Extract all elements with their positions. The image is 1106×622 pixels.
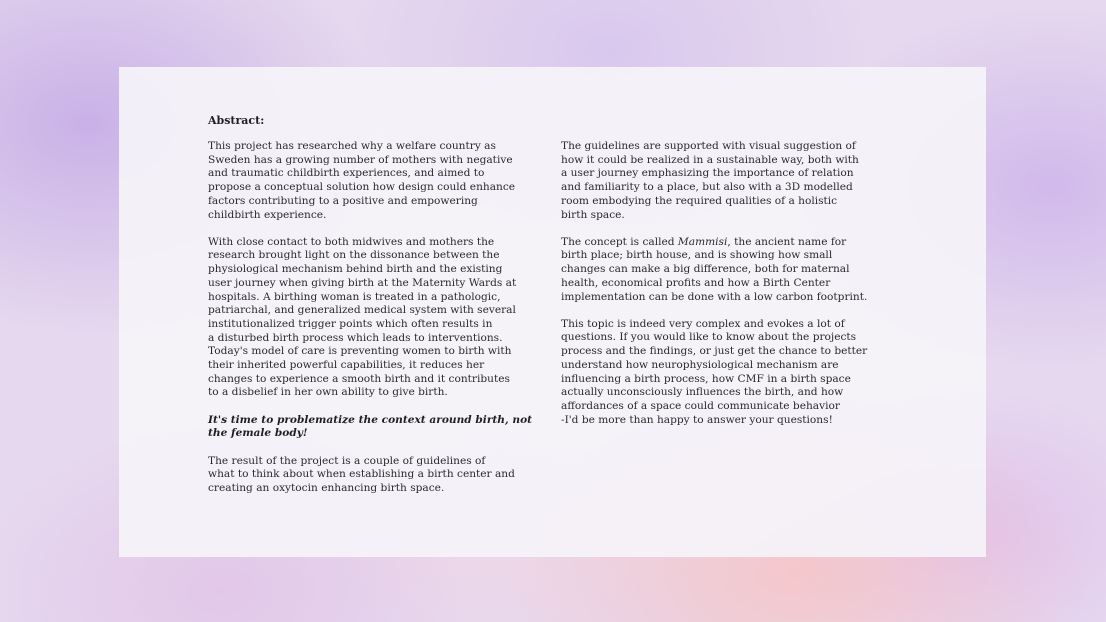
concept-name: Mammisi — [677, 235, 728, 248]
paragraph-statement: It's time to problematize the context around birth, not the female body! — [208, 413, 533, 440]
paragraph-background: This project has researched why a welfare country as Sweden has a growing number of mothers with negative and traumatic childbirth experiences, and aimed to propose a conceptual solution how design could enhance factors contributing to a positive and empowering childbirth experience. — [208, 140, 516, 221]
concept-text-before: The concept is called — [561, 235, 678, 248]
paragraph-research: With close contact to both midwives and mothers the research brought light on the dissonance between the physiological mechanism behind birth and the existing user journey when giving birth at the Maternity Wards at hospitals. A birthing woman is treated in a pathologic, patriarchal, and generalized medical system with several institutionalized trigger points which often results in a disturbed birth process which leads to interventions. Today's model of care is preventing women to birth with their inherited powerful capabilities, it reduces her changes to experience a smooth birth and it contributes to a disbelief in her own ability to give birth. — [208, 235, 517, 399]
paragraph-result: The result of the project is a couple of guidelines of what to think about when establishing a birth center and creating an oxytocin enhancing birth space. — [208, 454, 515, 494]
paragraph-guidelines: The guidelines are supported with visual suggestion of how it could be realized in a sustainable way, both with a user journey emphasizing the importance of relation and familiarity to a place, but also with a 3D modelled room embodying the required qualities of a holistic birth space. — [561, 140, 859, 221]
right-column — [561, 140, 911, 441]
left-column — [208, 140, 548, 509]
abstract-heading: Abstract: — [208, 114, 265, 127]
paragraph-concept — [561, 236, 911, 305]
concept-text-after: , the ancient name for birth place; birth house, and is showing how small changes can make a big difference, both for maternal health, economical profits and how a Birth Center implementation can be done with a low carbon footprint. — [561, 235, 868, 303]
paragraph-questions: This topic is indeed very complex and evokes a lot of questions. If you would like to know about the projects process and the findings, or just get the chance to better understand how neurophysiological mechanism are influencing a birth process, how CMF in a birth space actually unconsciously influences the birth, and how affordances of a space could communicate behavior -I'd be more than happy to answer your questions! — [561, 317, 868, 426]
abstract-card — [119, 67, 986, 557]
